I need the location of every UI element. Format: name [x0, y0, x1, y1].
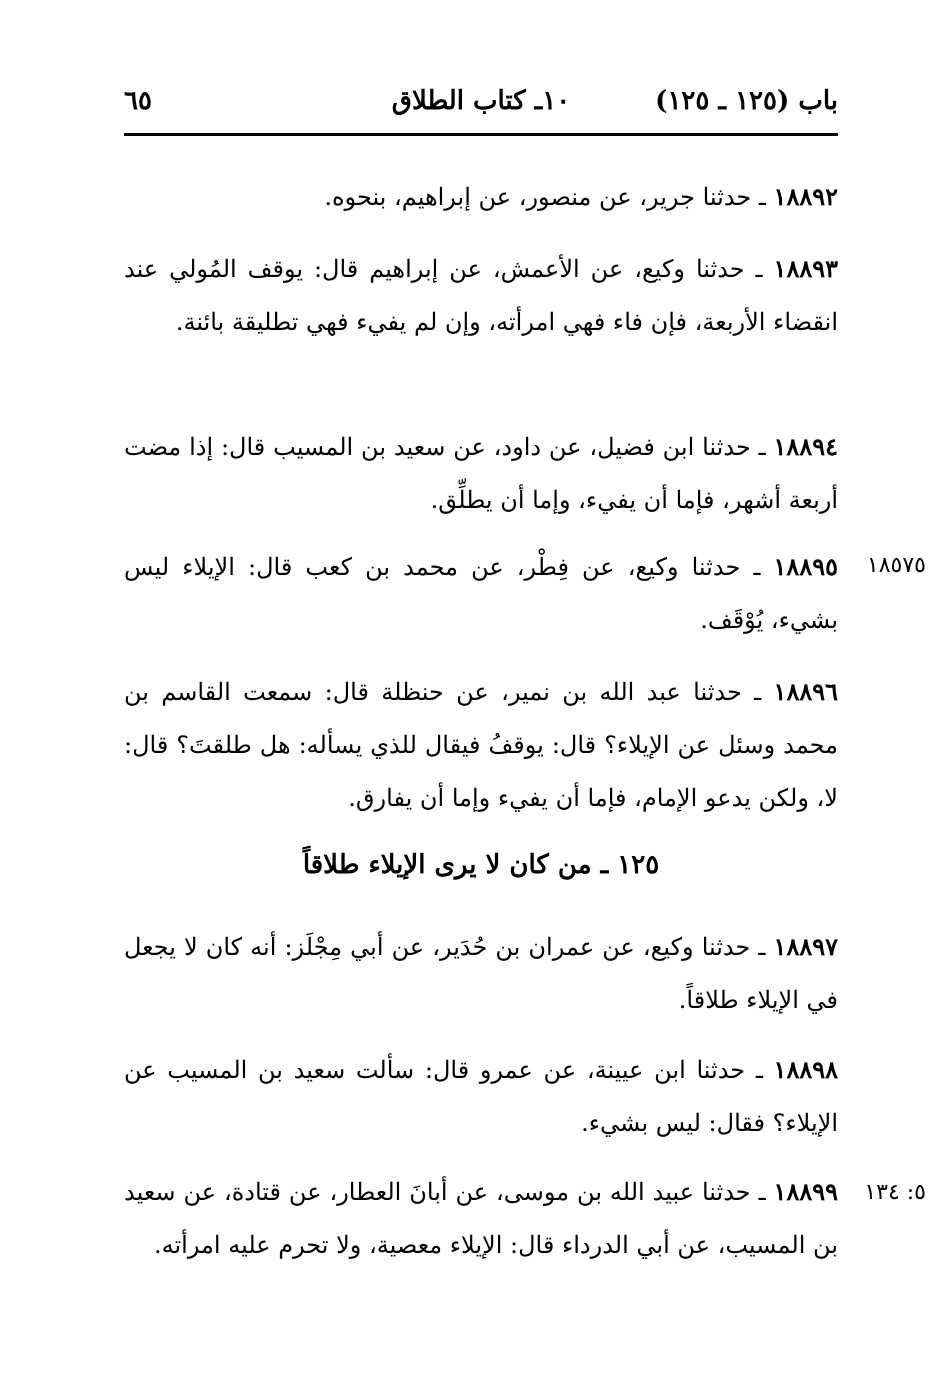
page-header	[124, 86, 838, 126]
chapter-title: باب (١٢٥ ـ ١٢٥)	[655, 86, 838, 116]
hadith-text: ـ حدثنا وكيع، عن فِطْر، عن محمد بن كعب قال: الإيلاء ليس بشيء، يُوْقَف.	[124, 553, 838, 634]
hadith-entry	[124, 1165, 838, 1272]
hadith-entry	[124, 540, 838, 647]
hadith-number: ١٨٨٩٥	[773, 552, 838, 581]
hadith-text: ـ حدثنا عبيد الله بن موسى، عن أبانَ العطار، عن قتادة، عن سعيد بن المسيب، عن أبي الدرداء قال: الإيلاء معصية، ولا تحرم عليه امرأته.	[124, 1178, 838, 1259]
hadith-entry	[124, 1043, 838, 1150]
hadith-number: ١٨٨٩٨	[773, 1055, 838, 1084]
hadith-number: ١٨٨٩٢	[773, 182, 838, 211]
header-rule	[124, 133, 838, 136]
hadith-text: ـ حدثنا ابن عيينة، عن عمرو قال: سألت سعيد بن المسيب عن الإيلاء؟ فقال: ليس بشيء.	[124, 1056, 838, 1137]
hadith-entry	[124, 420, 838, 527]
hadith-text: ـ حدثنا جرير، عن منصور، عن إبراهيم، بنحوه.	[324, 183, 766, 211]
hadith-number: ١٨٨٩٩	[773, 1177, 838, 1206]
hadith-number: ١٨٨٩٦	[773, 677, 838, 706]
hadith-text: ـ حدثنا وكيع، عن الأعمش، عن إبراهيم قال: يوقف المُولي عند انقضاء الأربعة، فإن فاء فهي امرأته، وإن لم يفيء فهي تطليقة بائنة.	[124, 255, 838, 336]
hadith-entry	[124, 920, 838, 1027]
cross-reference-number: ٥: ١٣٤	[864, 1180, 926, 1205]
hadith-entry	[124, 665, 838, 825]
hadith-number: ١٨٨٩٣	[773, 254, 838, 283]
hadith-number: ١٨٨٩٧	[773, 932, 838, 961]
hadith-text: ـ حدثنا وكيع، عن عمران بن حُدَير، عن أبي مِجْلَز: أنه كان لا يجعل في الإيلاء طلاقاً.	[124, 933, 838, 1014]
book-title: ١٠ـ كتاب الطلاق	[391, 86, 571, 116]
cross-reference-number: ١٨٥٧٥	[866, 553, 926, 578]
page-number: ٦٥	[124, 86, 152, 116]
hadith-entry	[124, 170, 838, 224]
section-heading: ١٢٥ ـ من كان لا يرى الإيلاء طلاقاً	[302, 850, 660, 880]
hadith-number: ١٨٨٩٤	[773, 432, 838, 461]
hadith-text: ـ حدثنا ابن فضيل، عن داود، عن سعيد بن المسيب قال: إذا مضت أربعة أشهر، فإما أن يفيء، وإما أن يطلِّق.	[124, 433, 838, 514]
hadith-text: ـ حدثنا عبد الله بن نمير، عن حنظلة قال: سمعت القاسم بن محمد وسئل عن الإيلاء؟ قال: يوقفُ فيقال للذي يسأله: هل طلقتَ؟ قال: لا، ولكن يدعو الإمام، فإما أن يفيء وإما أن يفارق.	[124, 678, 838, 812]
hadith-entry	[124, 242, 838, 349]
